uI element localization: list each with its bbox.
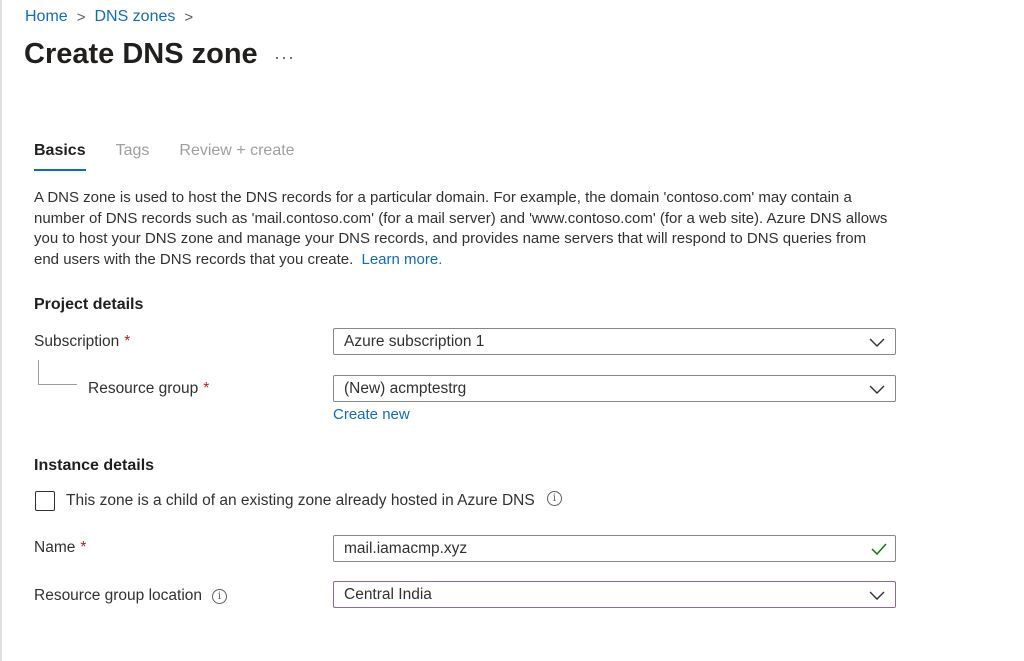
page-title: Create DNS zone: [24, 38, 258, 70]
more-options-button[interactable]: ···: [274, 47, 295, 67]
child-zone-checkbox[interactable]: [35, 491, 55, 511]
subscription-label-text: Subscription: [34, 333, 120, 350]
tab-review-create[interactable]: Review + create: [179, 142, 295, 159]
name-input[interactable]: [333, 535, 896, 562]
resource-group-label-text: Resource group: [88, 380, 199, 397]
learn-more-link[interactable]: Learn more.: [361, 251, 443, 269]
breadcrumb-dns-zones[interactable]: DNS zones: [94, 8, 176, 25]
child-zone-label: [66, 492, 562, 510]
tree-connector: [38, 360, 77, 385]
breadcrumb-home[interactable]: Home: [25, 8, 68, 25]
chevron-down-icon: [869, 589, 885, 601]
subscription-value: Azure subscription 1: [344, 332, 485, 350]
resource-group-label: [88, 380, 209, 398]
required-marker: *: [203, 380, 210, 397]
create-new-link[interactable]: Create new: [333, 406, 410, 423]
project-details-heading: Project details: [34, 296, 144, 313]
subscription-label: [34, 333, 130, 351]
name-value: mail.iamacmp.xyz: [344, 539, 468, 557]
chevron-right-icon: >: [184, 8, 194, 26]
name-label: [34, 539, 86, 557]
info-icon[interactable]: i: [547, 491, 562, 506]
resource-group-value: (New) acmptestrg: [344, 379, 467, 397]
tab-bar: [34, 142, 325, 171]
tab-tags[interactable]: Tags: [115, 142, 150, 159]
location-dropdown[interactable]: [333, 581, 896, 608]
resource-group-dropdown[interactable]: [333, 375, 896, 402]
required-marker: *: [124, 333, 131, 350]
description: [34, 188, 894, 271]
instance-details-heading: Instance details: [34, 457, 155, 474]
subscription-dropdown[interactable]: [333, 328, 896, 355]
left-border: [0, 0, 2, 661]
name-label-text: Name: [34, 539, 76, 556]
description-text: A DNS zone is used to host the DNS records for a particular domain. For example, the domain 'contoso.com' may contain a number of DNS records such as 'mail.contoso.com' (for a mail server) and 'www.contoso.com' (for a web site). Azure DNS allows you to host your DNS zone and manage your DNS records, and provides name servers that will respond to DNS queries from end users with the DNS records that you create.: [34, 189, 888, 269]
chevron-right-icon: >: [76, 8, 86, 26]
tab-basics[interactable]: Basics: [34, 142, 86, 171]
required-marker: *: [80, 539, 87, 556]
location-value: Central India: [344, 585, 432, 603]
child-zone-label-text: This zone is a child of an existing zone already hosted in Azure DNS: [66, 492, 535, 509]
info-icon[interactable]: i: [212, 589, 227, 604]
breadcrumb: [25, 8, 202, 26]
chevron-down-icon: [869, 336, 885, 348]
location-label-text: Resource group location: [34, 587, 203, 604]
location-label: [34, 587, 227, 605]
checkmark-icon: [871, 542, 887, 556]
chevron-down-icon: [869, 383, 885, 395]
